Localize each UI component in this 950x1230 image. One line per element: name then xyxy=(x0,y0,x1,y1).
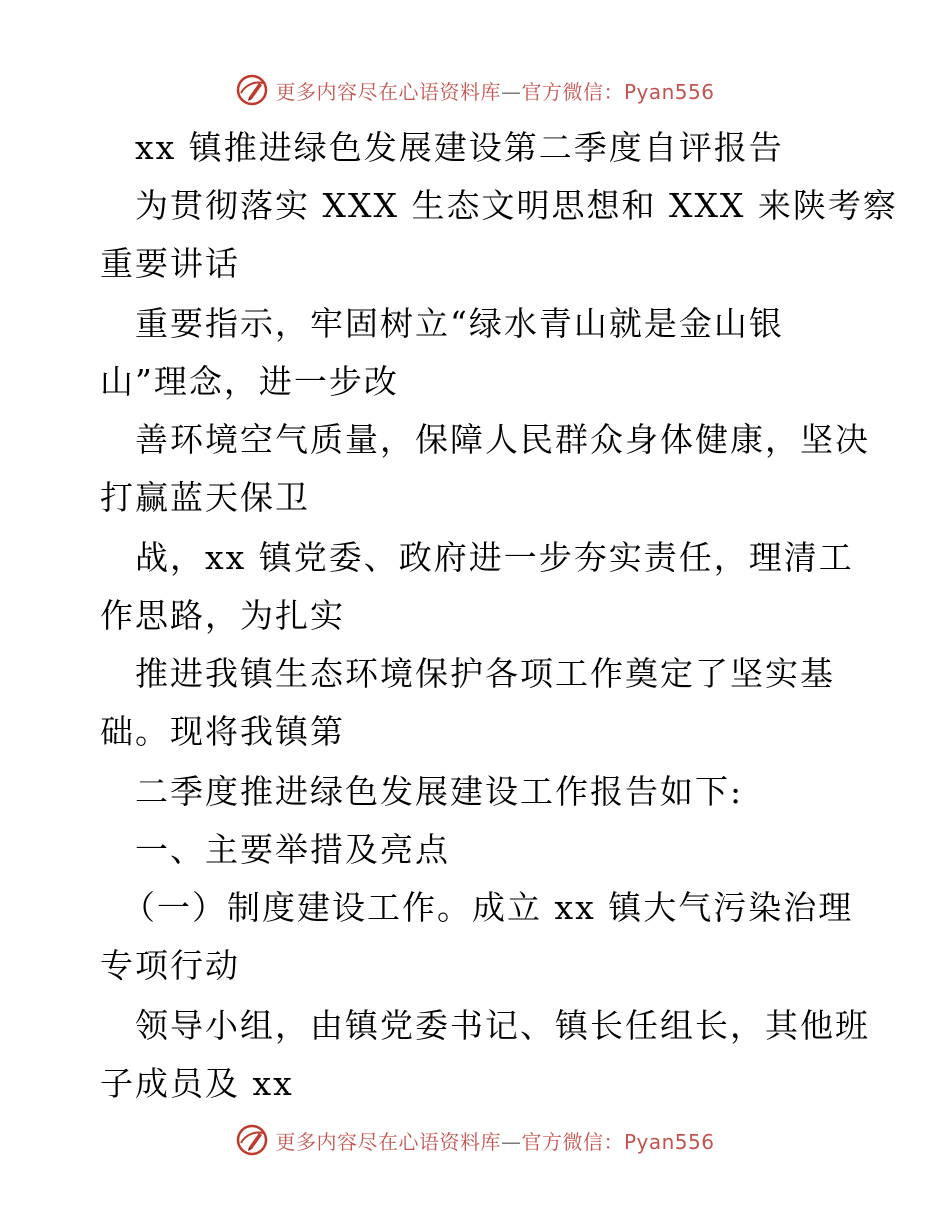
paragraph-line: 领导小组，由镇党委书记、镇长任组长，其他班 xyxy=(135,1006,870,1045)
paragraph-line: （一）制度建设工作。成立 xx 镇大气污染治理 xyxy=(122,888,854,927)
section-heading: 一、主要举措及亮点 xyxy=(135,830,450,869)
banner-site-text: 更多内容尽在心语资料库 xyxy=(275,79,501,104)
paragraph-line: 战，xx 镇党委、政府进一步夯实责任，理清工 xyxy=(135,538,854,577)
paragraph-line: 重要指示，牢固树立“绿水青山就是金山银 xyxy=(135,304,784,343)
paragraph-line: 作思路，为扎实 xyxy=(100,596,345,635)
header-banner xyxy=(0,70,950,110)
paragraph-line: 打赢蓝天保卫 xyxy=(100,478,310,517)
banner-separator: — xyxy=(500,1129,522,1154)
pen-logo-icon xyxy=(235,1123,269,1157)
banner-separator: — xyxy=(500,79,522,104)
banner-contact-text: 官方微信：Pyan556 xyxy=(521,79,715,104)
footer-banner xyxy=(0,1120,950,1160)
paragraph-line: 推进我镇生态环境保护各项工作奠定了坚实基 xyxy=(135,654,835,693)
document-title: xx 镇推进绿色发展建设第二季度自评报告 xyxy=(135,128,784,167)
banner-contact-text: 官方微信：Pyan556 xyxy=(521,1129,715,1154)
paragraph-line: 为贯彻落实 XXX 生态文明思想和 XXX 来陕考察 xyxy=(135,186,898,225)
pen-logo-icon xyxy=(235,73,269,107)
paragraph-line: 山”理念，进一步改 xyxy=(100,362,399,401)
paragraph-line: 子成员及 xx xyxy=(100,1064,294,1103)
paragraph-line: 善环境空气质量，保障人民群众身体健康，坚决 xyxy=(135,420,870,459)
banner-site-text: 更多内容尽在心语资料库 xyxy=(275,1129,501,1154)
paragraph-line: 重要讲话 xyxy=(100,244,240,283)
paragraph-line: 专项行动 xyxy=(100,946,240,985)
paragraph-line: 二季度推进绿色发展建设工作报告如下: xyxy=(135,772,744,811)
paragraph-line: 础。现将我镇第 xyxy=(100,712,345,751)
